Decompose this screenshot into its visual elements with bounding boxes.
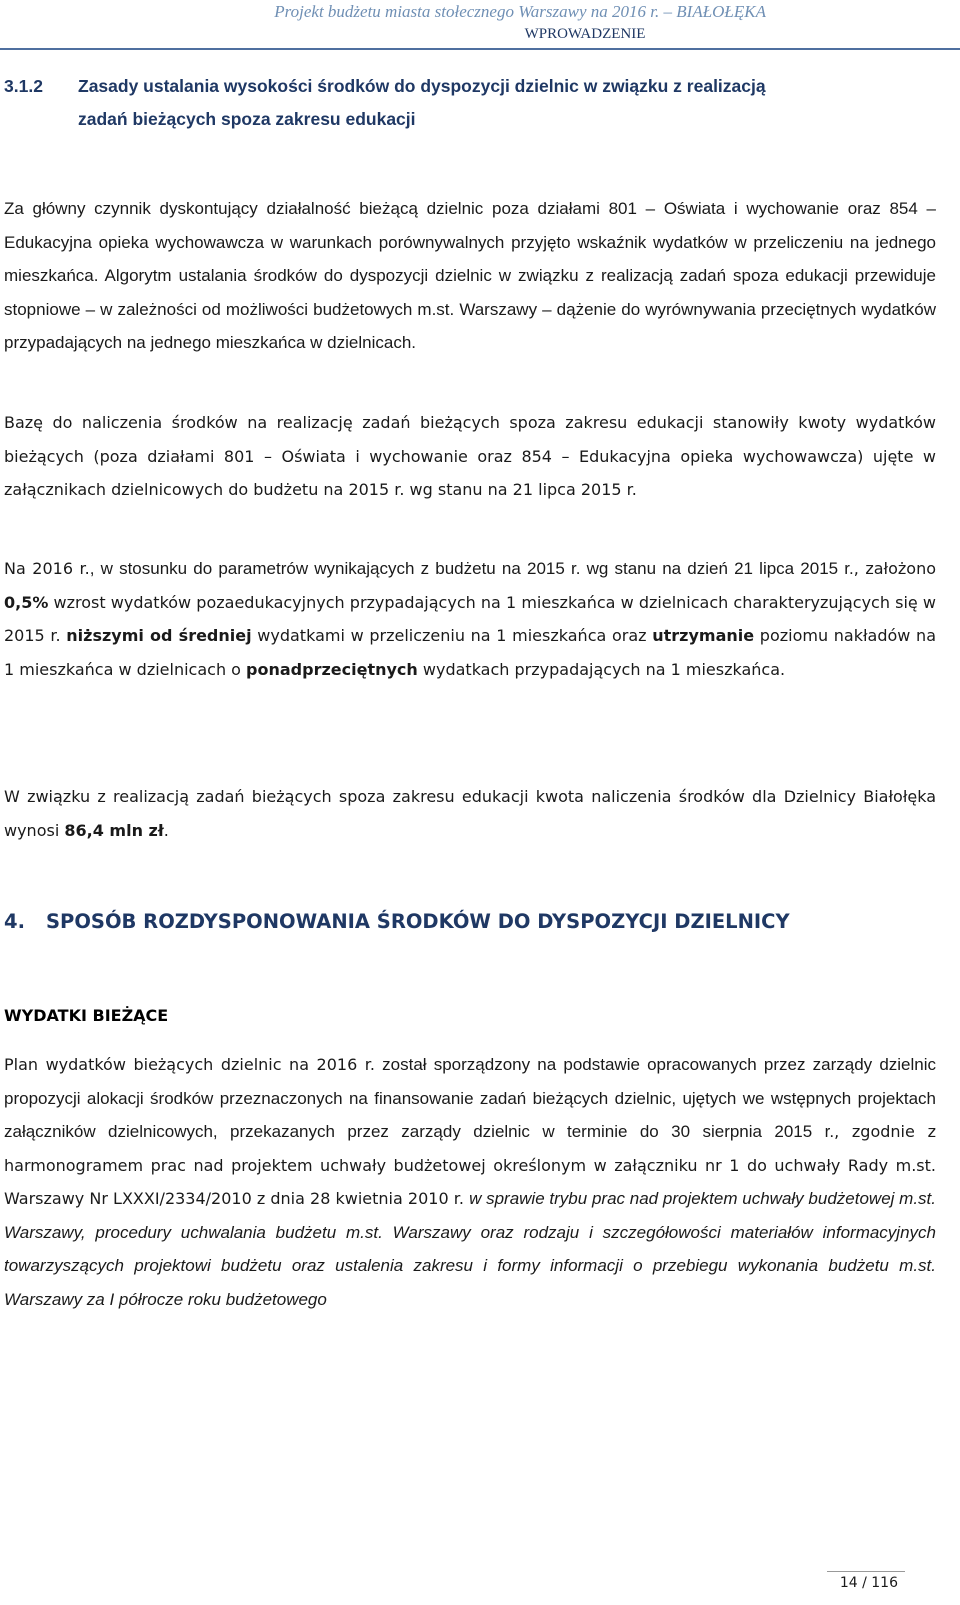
paragraph-text: wzrost wydatków pozaedukacyjnych przypadających na 1 mieszkańca w dzielnicach charakteryzujących się w 2015 r. bbox=[4, 592, 936, 645]
paragraph-text: , założono bbox=[853, 559, 937, 578]
paragraph-text: , w stosunku do parametrów wynikających z budżetu na 2015 r. wg stanu na dzień 21 lipca 2015 r. bbox=[89, 559, 854, 578]
paragraph-amount bbox=[4, 780, 936, 847]
paragraph-text: Na 2016 r. bbox=[4, 559, 90, 578]
section-title-line1: Zasady ustalania wysokości środków do dyspozycji dzielnic w związku z realizacją bbox=[78, 76, 766, 96]
paragraph-text: poziomu nakładów na 1 mieszkańca w dzielnicach o bbox=[4, 626, 936, 679]
resolution-title: w sprawie trybu prac nad projektem uchwały budżetowej m.st. Warszawy, procedury uchwalania budżetu m.st. Warszawy oraz rodzaju i szczegółowości materiałów informacyjnych towarzyszących projektowi budżetu oraz ustalenia zakresu i formy informacji o przebiegu wykonania budżetu m.st. Warszawy za I półrocze roku budżetowego bbox=[4, 1189, 937, 1309]
paragraph-discount-factor bbox=[4, 192, 936, 360]
subheading-current-expenses: WYDATKI BIEŻĄCE bbox=[4, 1006, 169, 1025]
header-rule bbox=[0, 48, 960, 50]
paragraph-base bbox=[4, 406, 936, 507]
paragraph-text: , zgodnie z harmonogramem prac nad projektem uchwały budżetowej określonym w załączniku nr 1 do uchwały Rady m.st. Warszawy Nr LXXXI/2334/2010 z dnia 28 kwietnia 2010 r. bbox=[4, 1122, 936, 1208]
growth-rate: 0,5% bbox=[4, 592, 49, 612]
emphasis-maintain: utrzymanie bbox=[652, 626, 755, 645]
amount-value: 86,4 mln zł bbox=[64, 820, 164, 840]
paragraph-text: Warszawy – dążenie do wyrównywania przeciętnych wydatków przypadających na jednego mieszkańca w dzielnicach. bbox=[4, 299, 936, 352]
paragraph-text: został sporządzony na podstawie opracowanych przez zarządy dzielnic propozycji alokacji środków przeznaczonych na finansowanie zadań bieżących dzielnic, ujętych we wstępnych projektach załączników dzielnicowych, przekazanych przez zarządy dzielnic w terminie do 30 sierpnia 2015 r. bbox=[4, 1055, 937, 1141]
paragraph-text: W związku z realizacją zadań bieżących spoza zakresu edukacji kwota naliczenia środków dla Dzielnicy Białołęka wynosi bbox=[4, 787, 936, 840]
section-title-line2: zadań bieżących spoza zakresu edukacji bbox=[78, 109, 416, 129]
page-number: 14 / 116 bbox=[839, 1575, 898, 1591]
footer-rule bbox=[827, 1571, 905, 1572]
paragraph-plan bbox=[4, 1048, 936, 1316]
paragraph-text: Za główny czynnik dyskontujący działalność bieżącą dzielnic poza działami 801 – Oświata i wychowanie oraz 854 – Edukacyjna opieka wychowawcza w warunkach porównywalnych przyjęto wskaźnik wydatków w przeliczeniu na jednego mieszkańca. bbox=[4, 199, 936, 285]
paragraph-text: . bbox=[163, 820, 169, 840]
paragraph-text: Algorytm ustalania środków do dyspozycji dzielnic w związku z realizacją zadań spoza edukacji przewiduje stopniowe – w zależności od możliwości budżetowych m.st. bbox=[4, 266, 936, 319]
paragraph-text: wydatkami w przeliczeniu na 1 mieszkańca oraz bbox=[251, 626, 653, 645]
header-subtitle: WPROWADZENIE bbox=[524, 26, 646, 42]
paragraph-text: Bazę do naliczenia środków na realizację zadań bieżących spoza zakresu edukacji stanowiły kwoty wydatków bieżących (poza działami 801 – Oświata i wychowanie oraz 854 – Edukacyjna opieka wychowawcza) ujęte w załącznikach dzielnicowych do budżetu na 2015 r. wg stanu na 21 lipca 2015 r. bbox=[4, 413, 936, 499]
chapter-title: SPOSÓB ROZDYSPONOWANIA ŚRODKÓW DO DYSPOZYCJI DZIELNICY bbox=[46, 910, 790, 933]
emphasis-lower: niższymi od średniej bbox=[66, 626, 252, 645]
chapter-number: 4. bbox=[4, 910, 25, 933]
paragraph-text: wydatkach przypadających na 1 mieszkańca. bbox=[417, 659, 786, 679]
chapter-heading bbox=[4, 906, 790, 938]
paragraph-2016-growth bbox=[4, 552, 936, 686]
header-title: Projekt budżetu miasta stołecznego Warszawy na 2016 r. – BIAŁOŁĘKA bbox=[274, 2, 766, 21]
section-heading bbox=[4, 70, 934, 136]
section-heading-line1 bbox=[4, 70, 934, 103]
emphasis-above-average: ponadprzeciętnych bbox=[246, 659, 418, 679]
paragraph-text: Plan wydatków bieżących dzielnic na 2016 r. bbox=[4, 1055, 375, 1074]
section-number: 3.1.2 bbox=[4, 76, 43, 96]
